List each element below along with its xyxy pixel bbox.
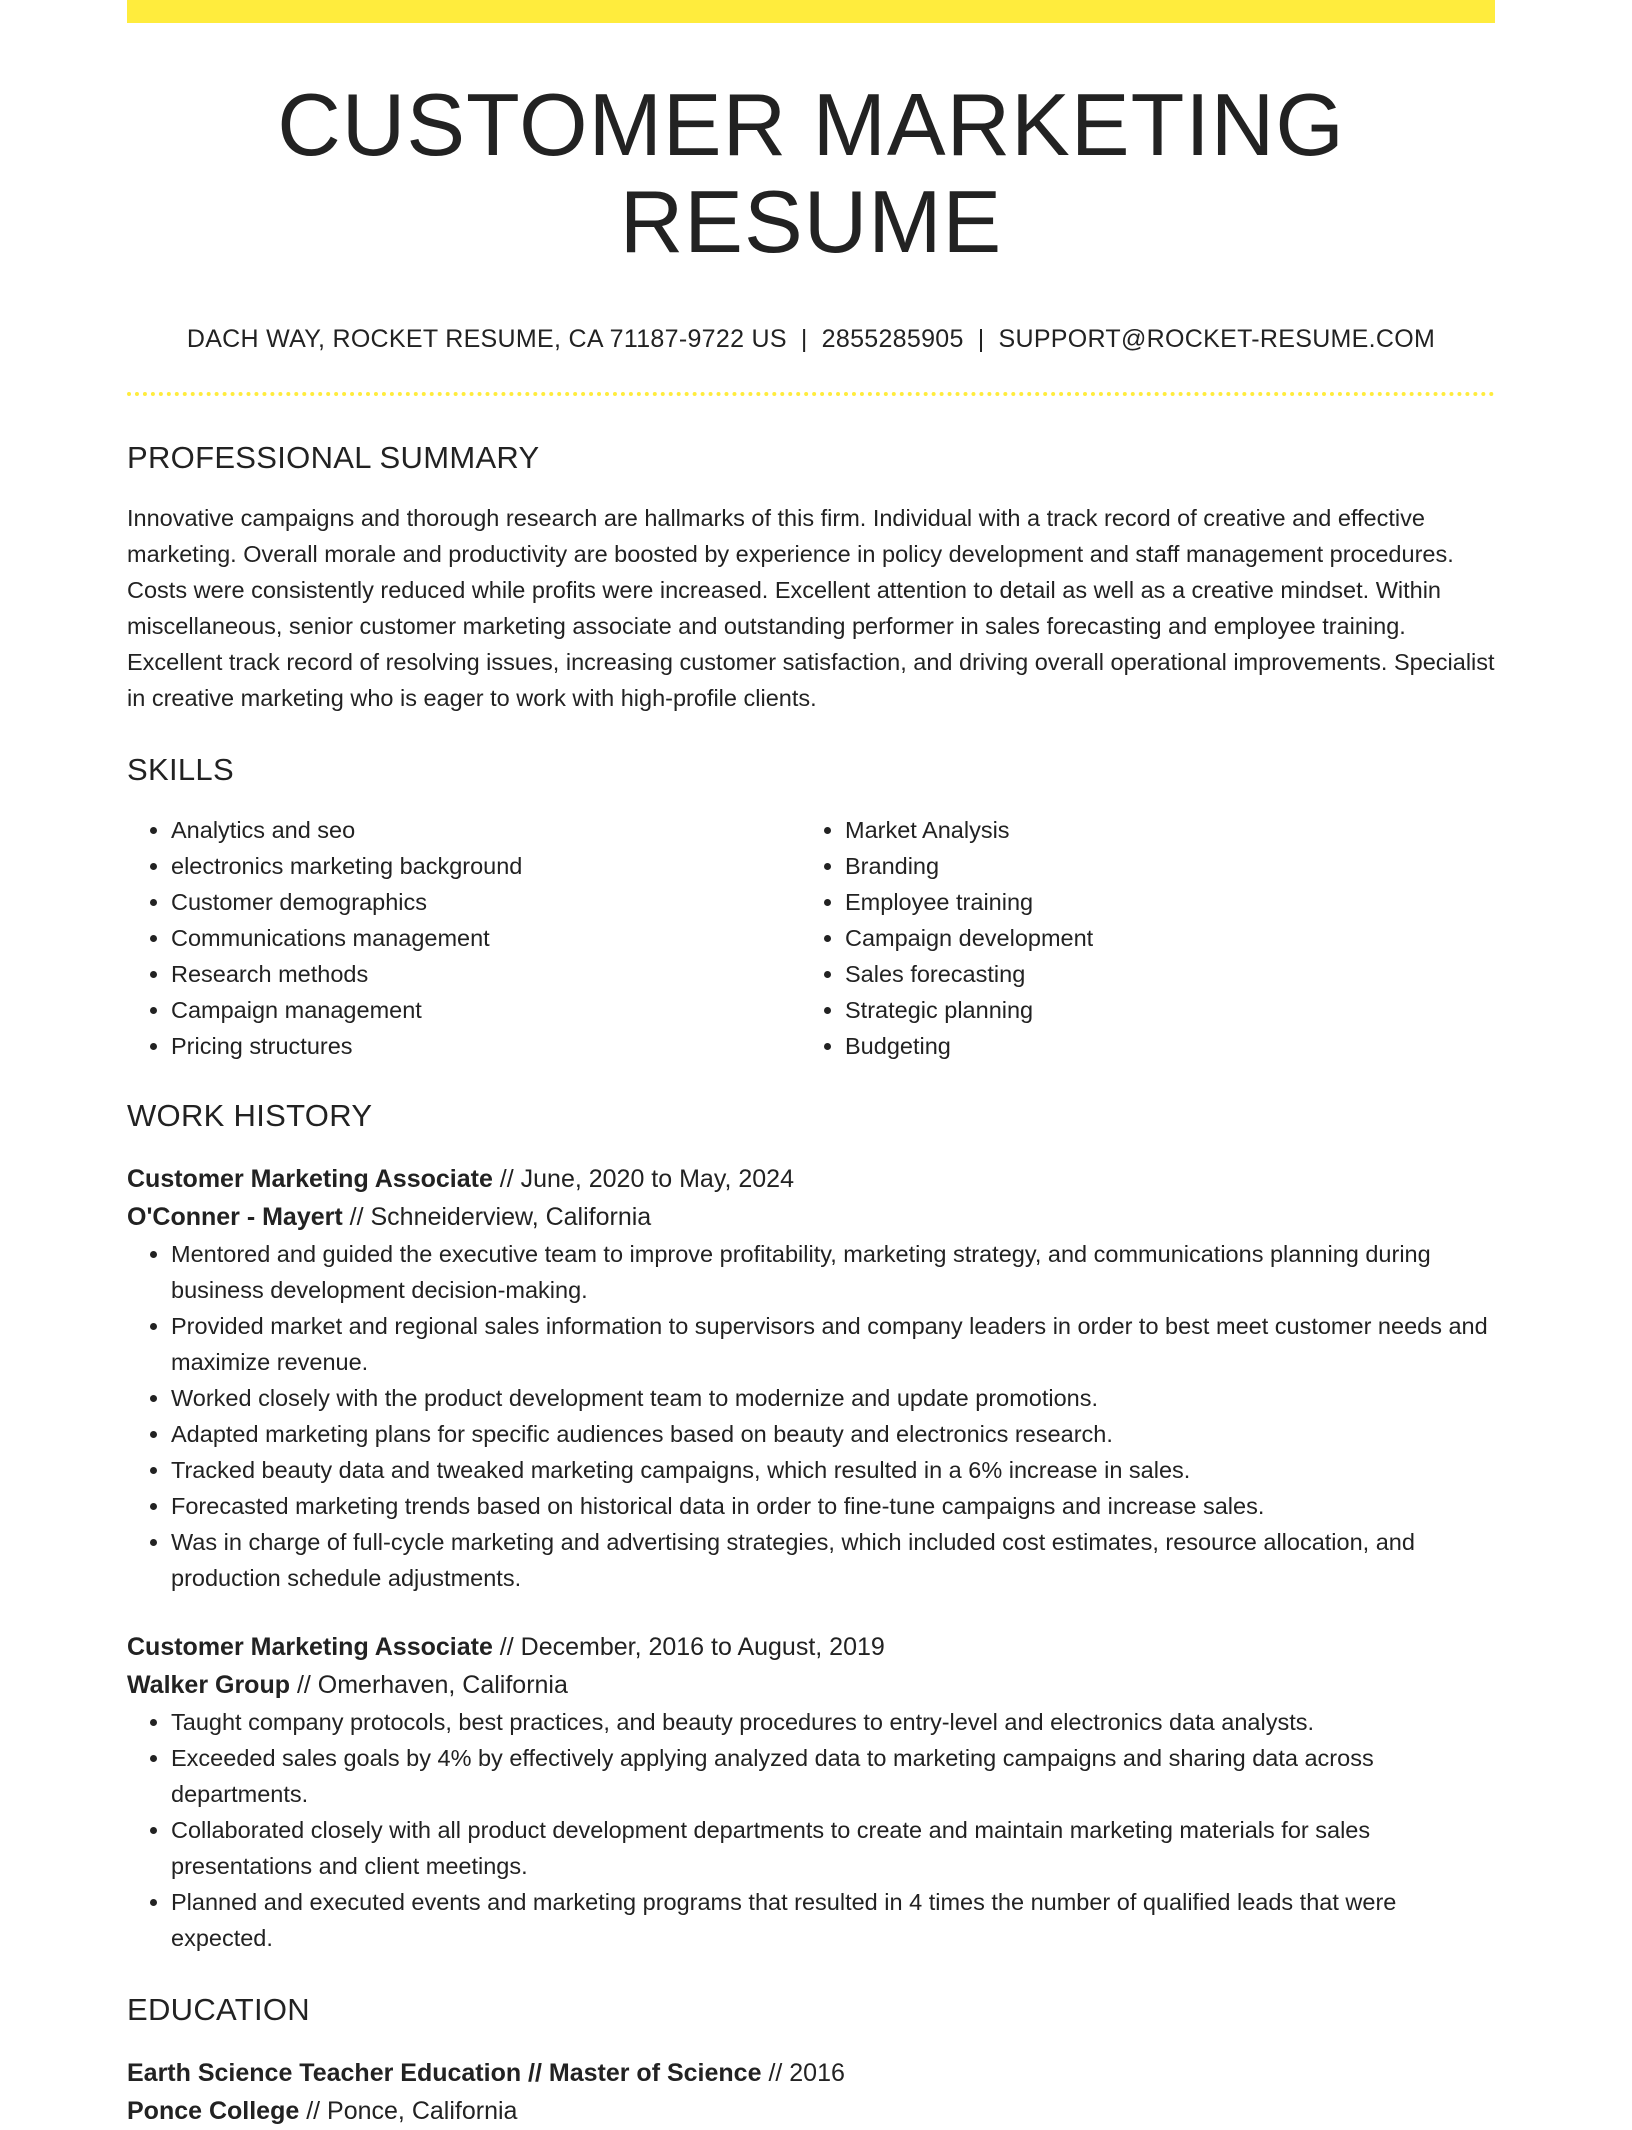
skill-item: • Employee training <box>845 884 1475 920</box>
job-bullet: • Collaborated closely with all product development departments to create and maintain marketing materials for sales presentations and client meetings. <box>171 1812 1495 1884</box>
education-school: Ponce College <box>127 2096 300 2125</box>
job-bullet: • Forecasted marketing trends based on historical data in order to fine-tune campaigns and increase sales. <box>171 1488 1495 1524</box>
job-bullet-list <box>127 1236 1495 1596</box>
job-title: Customer Marketing Associate <box>127 1632 493 1661</box>
education-degree-line <box>127 2054 1495 2092</box>
dotted-divider <box>127 392 1495 396</box>
job-dates: // June, 2020 to May, 2024 <box>492 1164 794 1193</box>
skills-right-list <box>801 812 1475 1064</box>
job-bullet: • Exceeded sales goals by 4% by effectively applying analyzed data to marketing campaigns and sharing data across departments. <box>171 1740 1495 1812</box>
skills-section <box>127 752 1495 1064</box>
skill-item: • Research methods <box>171 956 801 992</box>
job-bullet-list <box>127 1704 1495 1956</box>
work-history-section <box>127 1098 1495 1956</box>
skill-item: • Analytics and seo <box>171 812 801 848</box>
skills-heading: SKILLS <box>127 751 234 787</box>
skill-item: • electronics marketing background <box>171 848 801 884</box>
skill-item: • Strategic planning <box>845 992 1475 1028</box>
skill-item: • Sales forecasting <box>845 956 1475 992</box>
skill-item: • Market Analysis <box>845 812 1475 848</box>
job-title-line <box>127 1160 1495 1198</box>
job-bullet: • Adapted marketing plans for specific audiences based on beauty and electronics research. <box>171 1416 1495 1452</box>
education-location: // Ponce, California <box>299 2096 518 2125</box>
phone: 2855285905 <box>821 324 964 353</box>
skills-left-list <box>127 812 801 1064</box>
job-title: Customer Marketing Associate <box>127 1164 493 1193</box>
skill-item: • Campaign development <box>845 920 1475 956</box>
skill-item: • Budgeting <box>845 1028 1475 1064</box>
summary-section <box>127 440 1495 716</box>
separator: | <box>800 324 808 353</box>
skill-item: • Communications management <box>171 920 801 956</box>
job-bullet: • Tracked beauty data and tweaked marketing campaigns, which resulted in a 6% increase in sales. <box>171 1452 1495 1488</box>
summary-heading: PROFESSIONAL SUMMARY <box>127 439 540 475</box>
skill-item: • Branding <box>845 848 1475 884</box>
top-accent-bar <box>127 0 1495 23</box>
education-school-line <box>127 2092 1495 2130</box>
job-company-line <box>127 1666 1495 1704</box>
job-location: // Schneiderview, California <box>342 1202 652 1231</box>
skills-columns <box>127 812 1495 1064</box>
education-year: // 2016 <box>761 2058 845 2087</box>
summary-text: Innovative campaigns and thorough research are hallmarks of this firm. Individual with a track record of creative and effective marketing. Overall morale and productivity are boosted by experience in policy development and staff management procedures. Costs were consistently reduced while profits were increased. Excellent attention to detail as well as a creative mindset. Within miscellaneous, senior customer marketing associate and outstanding performer in sales forecasting and employee training. Excellent track record of resolving issues, increasing customer satisfaction, and driving overall operational improvements. Specialist in creative marketing who is eager to work with high-profile clients. <box>127 504 1495 711</box>
contact-line <box>127 325 1495 354</box>
job-bullet: • Provided market and regional sales information to supervisors and company leaders in order to best meet customer needs and maximize revenue. <box>171 1308 1495 1380</box>
job-location: // Omerhaven, California <box>290 1670 568 1699</box>
resume-page <box>127 0 1495 2130</box>
email: SUPPORT@ROCKET-RESUME.COM <box>998 324 1436 353</box>
job-company-line <box>127 1198 1495 1236</box>
skill-item: • Customer demographics <box>171 884 801 920</box>
job-entry <box>127 1628 1495 1956</box>
job-bullet: • Planned and executed events and marketing programs that resulted in 4 times the number of qualified leads that were expected. <box>171 1884 1495 1956</box>
job-title-line <box>127 1628 1495 1666</box>
education-section <box>127 1992 1495 2130</box>
job-bullet: • Taught company protocols, best practices, and beauty procedures to entry-level and electronics data analysts. <box>171 1704 1495 1740</box>
job-bullet: • Mentored and guided the executive team to improve profitability, marketing strategy, and communications planning during business development decision-making. <box>171 1236 1495 1308</box>
work-history-heading: WORK HISTORY <box>127 1097 373 1133</box>
address: DACH WAY, ROCKET RESUME, CA 71187-9722 US <box>186 324 787 353</box>
job-company: Walker Group <box>127 1670 290 1699</box>
skill-item: • Campaign management <box>171 992 801 1028</box>
separator: | <box>977 324 985 353</box>
resume-title: CUSTOMER MARKETING RESUME <box>277 75 1345 271</box>
education-heading: EDUCATION <box>127 1991 310 2027</box>
job-bullet: • Worked closely with the product development team to modernize and update promotions. <box>171 1380 1495 1416</box>
job-entry <box>127 1160 1495 1596</box>
job-dates: // December, 2016 to August, 2019 <box>492 1632 885 1661</box>
skill-item: • Pricing structures <box>171 1028 801 1064</box>
education-degree: Earth Science Teacher Education // Master of Science <box>127 2058 762 2087</box>
job-bullet: • Was in charge of full-cycle marketing and advertising strategies, which included cost estimates, resource allocation, and production schedule adjustments. <box>171 1524 1495 1596</box>
job-company: O'Conner - Mayert <box>127 1202 343 1231</box>
